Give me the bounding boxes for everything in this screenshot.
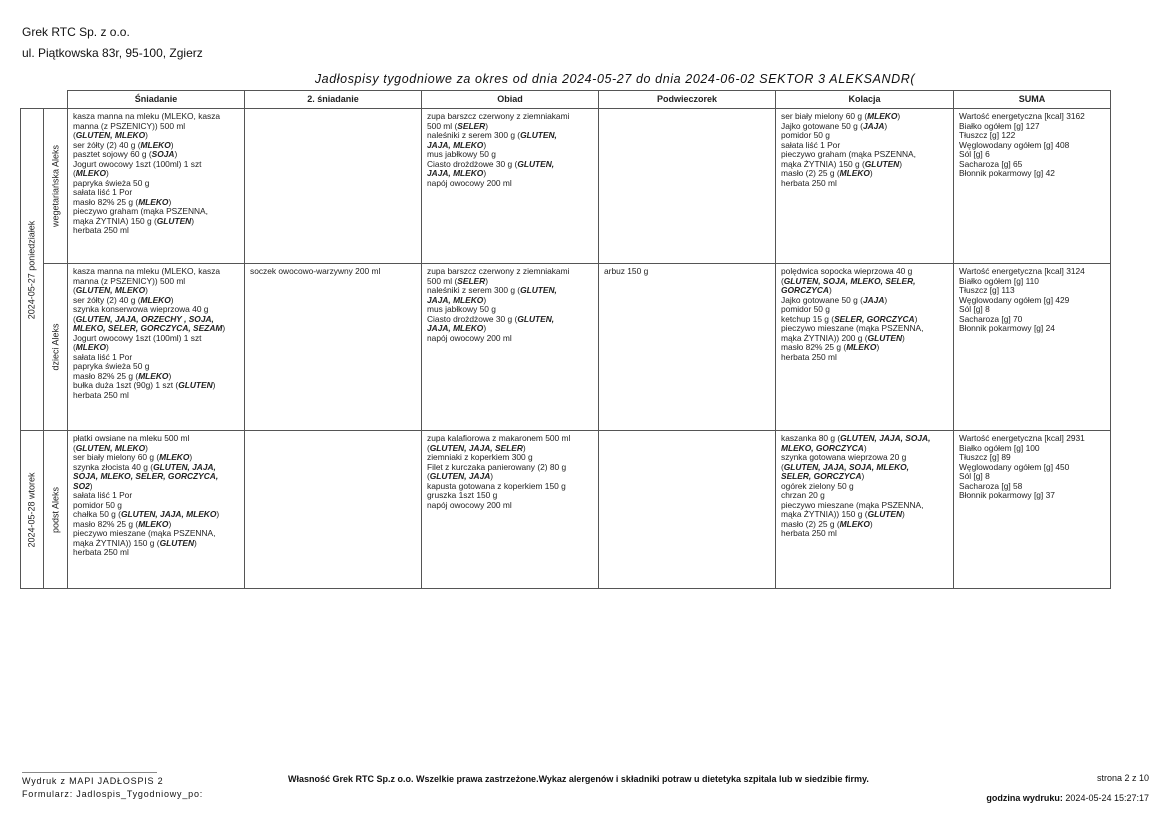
diet-name: podst Aleks <box>49 486 60 533</box>
item-text: ( <box>427 442 430 453</box>
item-text: ) <box>216 509 220 519</box>
item-text: ( <box>73 342 76 352</box>
item-text: ) <box>106 342 109 352</box>
item-text: ser żółty (2) 40 g ( <box>73 139 141 150</box>
meal-cell-podwieczorek <box>599 431 776 589</box>
allergen-text: GLUTEN, MLEKO <box>75 130 146 140</box>
allergen-text: GLUTEN, <box>520 285 557 295</box>
item-text: masło 82% 25 g ( <box>73 370 139 381</box>
dish-line <box>73 472 239 482</box>
item-text: manna (z PSZENICY)) 500 ml <box>73 275 186 286</box>
allergen-text: GLUTEN, JAJA, SELER <box>429 442 523 453</box>
item-text: pieczywo mieszane (mąka PSZENNA, <box>781 323 924 333</box>
item-text: ) <box>222 323 226 333</box>
item-text: Tłuszcz [g] 113 <box>959 285 1015 295</box>
allergen-text: JAJA <box>862 120 885 131</box>
allergen-text: MLEKO <box>839 168 870 178</box>
menu-table <box>20 90 1111 589</box>
item-text: ) <box>884 294 888 305</box>
allergen-text: GLUTEN <box>867 332 903 343</box>
item-text: Sól [g] 8 <box>959 471 990 481</box>
table-header-row <box>21 91 1111 109</box>
item-text: zupa barszcz czerwony z ziemniakami <box>427 266 570 276</box>
allergen-text: MLEKO <box>867 111 898 121</box>
allergen-text: GLUTEN, JAJA, ORZECHY , SOJA, <box>75 313 214 324</box>
item-text: Błonnik pokarmowy [g] 24 <box>959 323 1055 333</box>
item-text: ser biały mielony 60 g ( <box>73 452 160 462</box>
item-text: Filet z kurczaka panierowany (2) 80 g <box>427 461 567 472</box>
allergen-text: GLUTEN, SOJA, MLEKO, SELER, <box>783 275 916 286</box>
item-text: polędwica sopocka wieprzowa 40 g <box>781 266 913 276</box>
footer-rule <box>22 772 157 773</box>
item-text: ) <box>485 275 488 286</box>
item-text: pomidor 50 g <box>781 130 830 140</box>
allergen-text: GLUTEN, MLEKO <box>75 285 146 295</box>
item-text: szynka konserwowa wieprzowa 40 g <box>73 304 209 314</box>
item-text: Jogurt owocowy 1szt (100ml) 1 szt <box>73 332 202 343</box>
item-text: chrzan 20 g <box>781 490 825 500</box>
item-text: napój owocowy 200 ml <box>427 499 512 510</box>
allergen-text: MLEKO <box>839 518 870 529</box>
allergen-text: SELER, GORCZYCA <box>834 313 915 324</box>
meal-cell-sniadanie <box>68 264 245 431</box>
item-text: napój owocowy 200 ml <box>427 177 512 188</box>
item-text: sałata liść 1 Por <box>73 351 133 362</box>
column-header-kolacja: Kolacja <box>776 91 954 109</box>
printout-label: Wydruk z MAPI JADŁOSPIS 2 <box>22 776 164 786</box>
item-text: mąka ŻYTNIA)) 150 g ( <box>781 509 868 519</box>
item-text: masło (2) 25 g ( <box>781 518 840 529</box>
column-header-suma: SUMA <box>954 91 1111 109</box>
item-text: masło 82% 25 g ( <box>781 342 847 352</box>
allergen-text: JAJA, MLEKO <box>427 168 484 178</box>
item-text: kasza manna na mleku (MLEKO, kasza <box>73 111 221 121</box>
item-text: herbata 250 ml <box>73 225 129 235</box>
item-text: bułka duża 1szt (90g) 1 szt ( <box>73 380 179 390</box>
item-text: ) <box>490 471 494 481</box>
item-text: sałata liść 1 Por <box>73 187 133 197</box>
item-text: gruszka 1szt 150 g <box>427 490 498 500</box>
diet-name-cell <box>44 264 68 431</box>
dish-line <box>250 267 416 277</box>
item-text: zupa barszcz czerwony z ziemniakami <box>427 111 570 121</box>
item-text: ketchup 15 g ( <box>781 313 835 324</box>
meal-cell-kolacja <box>776 431 954 589</box>
item-text: ( <box>73 442 76 453</box>
item-text: pomidor 50 g <box>781 304 830 314</box>
allergen-text: GLUTEN <box>159 537 195 548</box>
nutrition-line <box>959 324 1105 334</box>
allergen-text: MLEKO <box>138 370 169 381</box>
allergen-text: MLEKO <box>138 196 169 207</box>
item-text: Błonnik pokarmowy [g] 42 <box>959 168 1055 178</box>
item-text: ( <box>73 168 76 178</box>
item-text: Sacharoza [g] 58 <box>959 480 1023 491</box>
item-text: Jajko gotowane 50 g ( <box>781 120 863 131</box>
item-text: ) <box>170 294 174 305</box>
item-text: kasza manna na mleku (MLEKO, kasza <box>73 266 221 276</box>
allergen-text: JAJA, MLEKO <box>427 294 484 305</box>
item-text: zupa kalafiorowa z makaronem 500 ml <box>427 433 571 443</box>
allergen-text: GLUTEN, <box>517 313 555 324</box>
item-text: ) <box>145 442 148 453</box>
item-text: masło 82% 25 g ( <box>73 518 139 529</box>
item-text: ser biały mielony 60 g ( <box>781 111 868 121</box>
item-text: chałka 50 g ( <box>73 509 121 519</box>
footer-left <box>22 772 203 801</box>
allergen-text: GORCZYCA <box>781 285 829 295</box>
item-text: pieczywo graham (mąka PSZENNA, <box>73 206 208 216</box>
allergen-text: GLUTEN, MLEKO <box>75 442 146 453</box>
item-text: Węglowodany ogółem [g] 450 <box>959 461 1070 472</box>
meal-cell-sniadanie <box>68 109 245 264</box>
item-text: kaszanka 80 g ( <box>781 433 841 443</box>
allergen-text: MLEKO <box>138 518 169 529</box>
day-date: 2024-05-27 poniedziałek <box>26 220 37 319</box>
item-text: ) <box>863 442 867 453</box>
item-text: płatki owsiane na mleku 500 ml <box>73 433 190 443</box>
dish-line <box>73 391 239 401</box>
allergen-text: GLUTEN, JAJA, SOJA, <box>840 433 931 443</box>
item-text: ) <box>212 380 216 390</box>
meal-cell-2-sniadanie <box>245 109 422 264</box>
meal-cell-2-sniadanie <box>245 264 422 431</box>
diet-name-cell <box>44 431 68 589</box>
table-row <box>21 109 1111 264</box>
item-text: mąka ŻYTNIA)) 150 g ( <box>73 537 160 548</box>
allergen-text: GLUTEN, JAJA <box>429 471 491 481</box>
dish-line <box>781 353 948 363</box>
item-text: ) <box>168 196 172 207</box>
allergen-text: SOJA, MLEKO, SELER, GORCZYCA, <box>73 471 219 481</box>
item-text: mąka ŻYTNIA) 150 g ( <box>73 215 157 226</box>
day-date: 2024-05-28 wtorek <box>26 471 37 548</box>
item-text: ( <box>427 471 430 481</box>
item-text: naleśniki z serem 300 g ( <box>427 130 521 140</box>
item-text: masło (2) 25 g ( <box>781 168 840 178</box>
item-text: szynka złocista 40 g ( <box>73 461 154 472</box>
allergen-text: GLUTEN, JAJA, <box>153 461 216 472</box>
allergen-text: GLUTEN, <box>520 130 557 140</box>
company-address: ul. Piątkowska 83r, 95-100, Zgierz <box>22 46 203 60</box>
item-text: Ciasto drożdżowe 30 g ( <box>427 158 518 169</box>
allergen-text: SELER <box>457 275 486 286</box>
item-text: ( <box>781 461 784 472</box>
allergen-text: SELER <box>457 120 486 131</box>
item-text: Sól [g] 8 <box>959 304 990 314</box>
item-text: ( <box>73 285 76 295</box>
allergen-text: MLEKO, SELER, GORCZYCA, SEZAM <box>73 323 223 333</box>
item-text: masło 82% 25 g ( <box>73 196 139 207</box>
item-text: ) <box>483 139 487 150</box>
item-text: ) <box>194 537 197 548</box>
allergen-text: JAJA, MLEKO <box>427 139 484 150</box>
item-text: 500 ml ( <box>427 275 458 286</box>
item-text: Węglowodany ogółem [g] 429 <box>959 294 1070 305</box>
meal-cell-suma <box>954 431 1111 589</box>
print-time <box>986 793 1149 803</box>
allergen-text: MLEKO <box>75 342 107 352</box>
item-text: pieczywo graham (mąka PSZENNA, <box>781 149 916 159</box>
item-text: ) <box>168 518 172 529</box>
item-text: ) <box>191 215 195 226</box>
item-text: papryka świeża 50 g <box>73 361 150 371</box>
item-text: Tłuszcz [g] 122 <box>959 130 1016 140</box>
diet-name-cell <box>44 109 68 264</box>
day-date-cell <box>21 431 44 589</box>
item-text: Sól [g] 6 <box>959 149 990 159</box>
meal-cell-obiad <box>422 109 599 264</box>
item-text: Jogurt owocowy 1szt (100ml) 1 szt <box>73 158 202 169</box>
allergen-text: MLEKO <box>140 139 171 150</box>
meal-cell-podwieczorek <box>599 109 776 264</box>
item-text: ) <box>485 120 488 131</box>
column-header-podwieczorek: Podwieczorek <box>599 91 776 109</box>
item-text: ) <box>168 370 172 381</box>
item-text: pieczywo mieszane (mąka PSZENNA, <box>73 528 216 538</box>
day-date-cell <box>21 109 44 431</box>
item-text: ziemniaki z koperkiem 300 g <box>427 452 533 462</box>
item-text: ogórek zielony 50 g <box>781 480 854 491</box>
meal-cell-suma <box>954 109 1111 264</box>
item-text: ) <box>170 139 174 150</box>
item-text: szynka gotowana wieprzowa 20 g <box>781 452 907 462</box>
item-text: herbata 250 ml <box>781 528 837 538</box>
item-text: herbata 250 ml <box>781 351 837 362</box>
allergen-text: MLEKO <box>159 452 190 462</box>
dish-line <box>73 548 239 558</box>
allergen-text: GLUTEN, <box>517 158 555 169</box>
item-text: ) <box>914 313 918 324</box>
item-text: Białko ogółem [g] 110 <box>959 275 1039 286</box>
meal-cell-suma <box>954 264 1111 431</box>
item-text: manna (z PSZENICY)) 500 ml <box>73 120 186 131</box>
item-text: naleśniki z serem 300 g ( <box>427 285 521 295</box>
item-text: Błonnik pokarmowy [g] 37 <box>959 490 1055 500</box>
item-text: ) <box>897 111 901 121</box>
nutrition-line <box>959 491 1105 501</box>
meal-cell-obiad <box>422 264 599 431</box>
column-header-obiad: Obiad <box>422 91 599 109</box>
item-text: mąka ŻYTNIA) 150 g ( <box>781 158 865 169</box>
table-row <box>21 431 1111 589</box>
allergen-text: SO2 <box>73 480 90 491</box>
meal-cell-kolacja <box>776 109 954 264</box>
item-text: Ciasto drożdżowe 30 g ( <box>427 313 518 324</box>
nutrition-line <box>959 169 1105 179</box>
item-text: ) <box>89 480 93 491</box>
allergen-text: JAJA <box>862 294 885 305</box>
item-text: ) <box>861 471 865 481</box>
item-text: ) <box>106 168 109 178</box>
allergen-text: SELER, GORCZYCA <box>781 471 862 481</box>
allergen-text: GLUTEN, JAJA, MLEKO <box>120 509 217 519</box>
item-text: ) <box>483 168 487 178</box>
dish-line <box>604 267 770 277</box>
diet-name: wegetariańska Aleks <box>49 144 60 228</box>
item-text: Białko ogółem [g] 127 <box>959 120 1040 131</box>
meal-cell-podwieczorek <box>599 264 776 431</box>
company-name: Grek RTC Sp. z o.o. <box>22 25 130 39</box>
item-text: ) <box>483 323 487 333</box>
form-label: Formularz: Jadlospis_Tygodniowy_po: <box>22 789 204 799</box>
meal-cell-kolacja <box>776 264 954 431</box>
item-text: Jajko gotowane 50 g ( <box>781 294 863 305</box>
dish-line <box>427 179 593 189</box>
item-text: pasztet sojowy 60 g ( <box>73 149 152 159</box>
column-header-sniadanie: Śniadanie <box>68 91 245 109</box>
item-text: ) <box>902 332 905 343</box>
dish-line <box>427 334 593 344</box>
allergen-text: MLEKO <box>75 168 107 178</box>
item-text: Białko ogółem [g] 100 <box>959 442 1040 453</box>
print-time-value: 2024-05-24 15:27:17 <box>1065 793 1149 803</box>
item-text: herbata 250 ml <box>781 177 837 188</box>
allergen-text: MLEKO <box>846 342 877 352</box>
meal-cell-sniadanie <box>68 431 245 589</box>
item-text: ( <box>73 313 76 324</box>
allergen-text: GLUTEN <box>178 380 213 390</box>
item-text: ) <box>869 168 873 178</box>
item-text: papryka świeża 50 g <box>73 177 150 188</box>
item-text: ) <box>483 294 487 305</box>
item-text: sałata liść 1 Por <box>73 490 133 500</box>
item-text: ( <box>73 130 76 140</box>
allergen-text: MLEKO, GORCZYCA <box>781 442 864 453</box>
allergen-text: GLUTEN <box>867 509 903 519</box>
item-text: mąka ŻYTNIA)) 200 g ( <box>781 332 868 343</box>
item-text: 500 ml ( <box>427 120 458 131</box>
page-title: Jadłospisy tygodniowe za okres od dnia 2024-05-27 do dnia 2024-06-02 SEKTOR 3 ALEKSANDR( <box>314 72 916 86</box>
ownership-notice: Własność Grek RTC Sp.z o.o. Wszelkie prawa zastrzeżone.Wykaz alergenów i składniki potraw u dietetyka szpitala lub w siedzibie firmy. <box>288 774 869 784</box>
allergen-text: GLUTEN, JAJA, SOJA, MLEKO, <box>783 461 909 472</box>
dish-line <box>781 179 948 189</box>
allergen-text: GLUTEN <box>864 158 900 169</box>
item-text: ) <box>189 452 193 462</box>
meal-cell-obiad <box>422 431 599 589</box>
item-text: arbuz 150 g <box>604 266 649 276</box>
page-number: strona 2 z 10 <box>1096 773 1149 783</box>
item-text: soczek owocowo-warzywny 200 ml <box>250 266 381 276</box>
item-text: ) <box>522 442 526 453</box>
diet-name: dzieci Aleks <box>49 323 60 371</box>
item-text: Wartość energetyczna [kcal] 3124 <box>959 266 1085 276</box>
item-text: sałata liść 1 Por <box>781 139 841 150</box>
item-text: herbata 250 ml <box>73 389 129 400</box>
item-text: ser żółty (2) 40 g ( <box>73 294 141 305</box>
item-text: Sacharoza [g] 65 <box>959 158 1023 169</box>
item-text: ) <box>869 518 873 529</box>
allergen-text: MLEKO <box>140 294 171 305</box>
item-text: ) <box>876 342 880 352</box>
meal-cell-2-sniadanie <box>245 431 422 589</box>
dish-line <box>73 226 239 236</box>
column-header-2-sniadanie: 2. śniadanie <box>245 91 422 109</box>
item-text: ( <box>781 275 784 286</box>
item-text: Wartość energetyczna [kcal] 3162 <box>959 111 1085 121</box>
item-text: Sacharoza [g] 70 <box>959 313 1023 324</box>
item-text: herbata 250 ml <box>73 547 129 557</box>
dish-line <box>781 529 948 539</box>
company-header <box>22 22 203 64</box>
item-text: Wartość energetyczna [kcal] 2931 <box>959 433 1085 443</box>
item-text: ) <box>899 158 903 169</box>
item-text: kapusta gotowana z koperkiem 150 g <box>427 480 566 491</box>
item-text: napój owocowy 200 ml <box>427 332 512 343</box>
table-row <box>21 264 1111 431</box>
item-text: mus jabłkowy 50 g <box>427 304 496 314</box>
item-text: ) <box>145 130 148 140</box>
item-text: ) <box>174 149 178 159</box>
item-text: ) <box>884 120 888 131</box>
allergen-text: SOJA <box>151 149 175 159</box>
item-text: pomidor 50 g <box>73 499 122 510</box>
item-text: Węglowodany ogółem [g] 408 <box>959 139 1070 150</box>
dish-line <box>427 501 593 511</box>
item-text: pieczywo mieszane (mąka PSZENNA, <box>781 499 924 510</box>
print-time-label: godzina wydruku: <box>986 793 1063 803</box>
item-text: ) <box>145 285 148 295</box>
item-text: ) <box>828 285 832 295</box>
allergen-text: GLUTEN <box>156 215 192 226</box>
item-text: ) <box>902 509 905 519</box>
allergen-text: JAJA, MLEKO <box>427 323 484 333</box>
item-text: Tłuszcz [g] 89 <box>959 452 1011 462</box>
item-text: mus jabłkowy 50 g <box>427 149 496 159</box>
